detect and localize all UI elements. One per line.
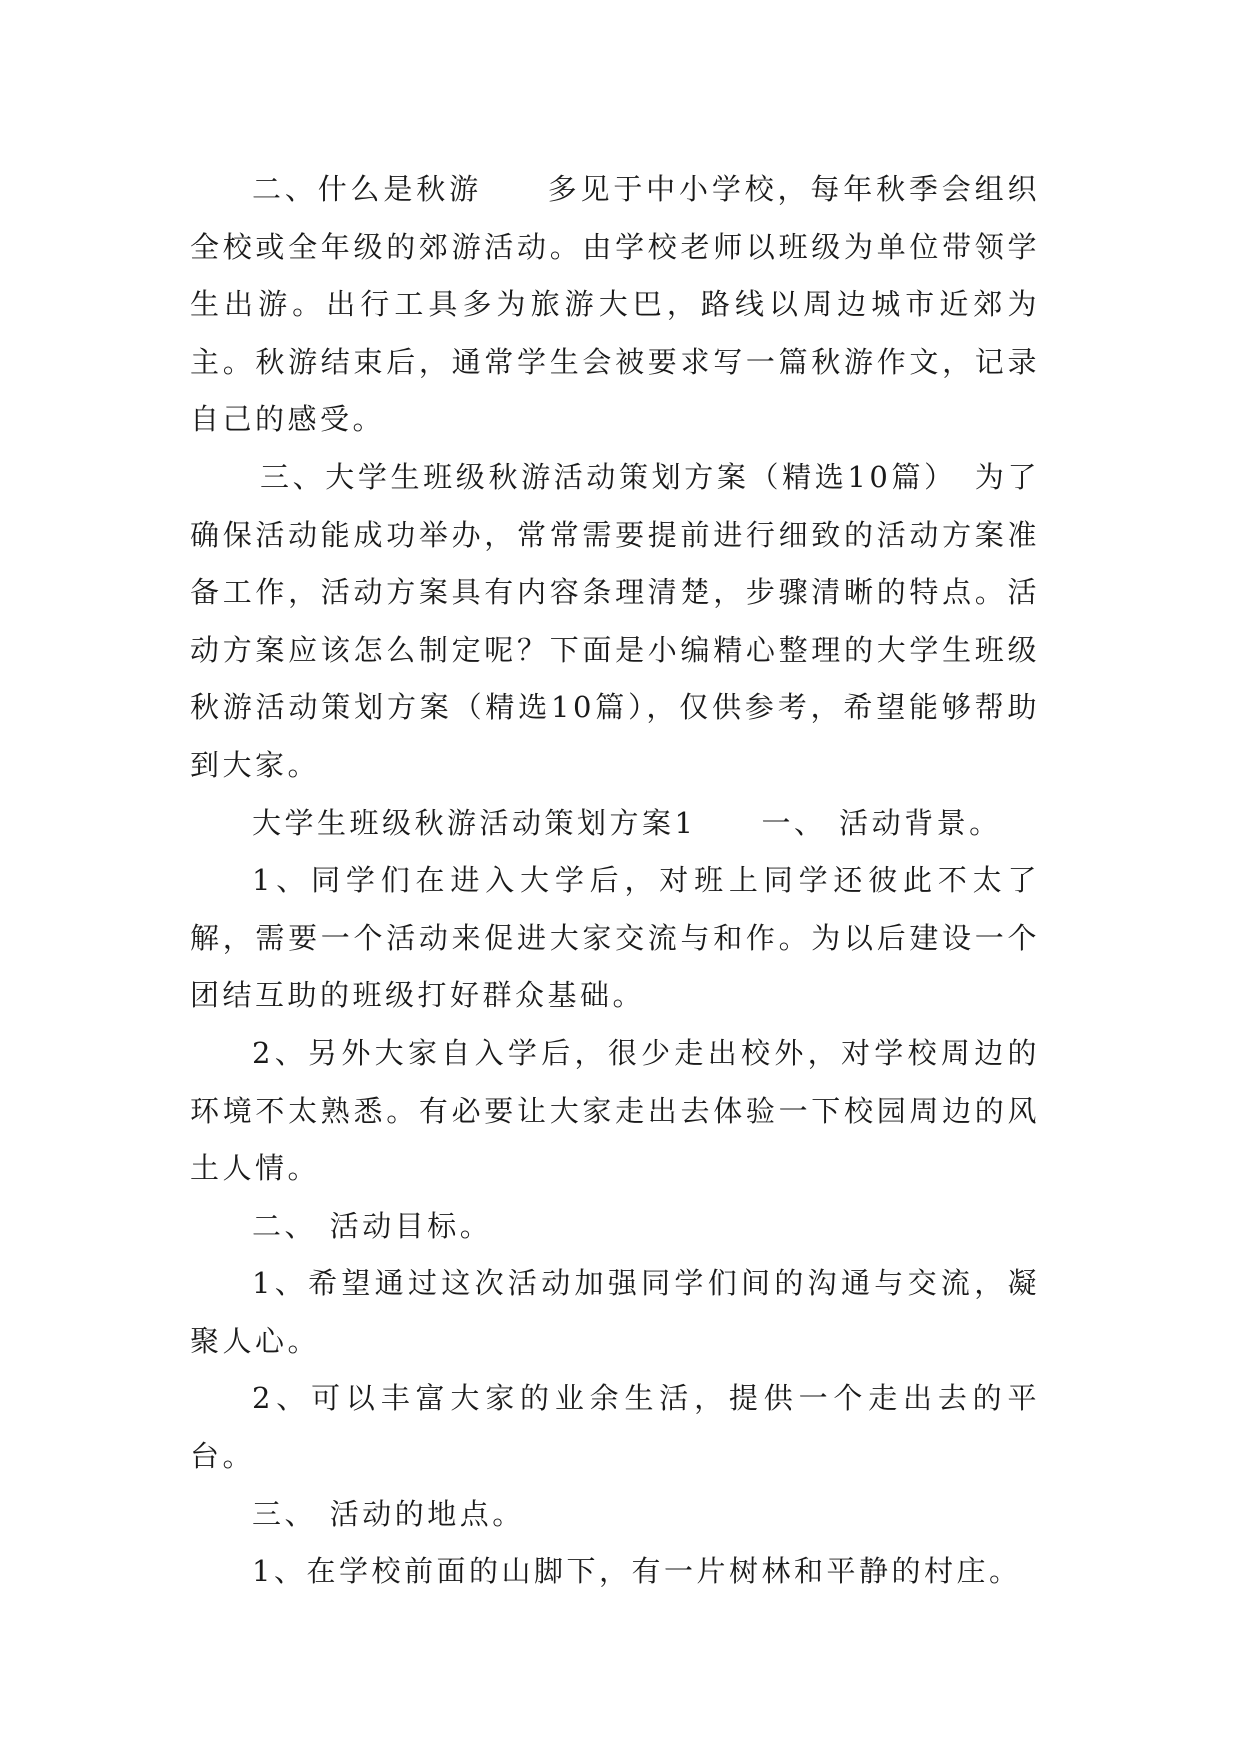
document-body [190, 161, 1040, 1601]
paragraph-location-1: 1、在学校前面的山脚下，有一片树林和平静的村庄。 [252, 1554, 1022, 1589]
paragraph-plan-1-heading: 大学生班级秋游活动策划方案1 一、 活动背景。 [252, 805, 1002, 840]
paragraph-goals-heading: 二、 活动目标。 [252, 1208, 493, 1243]
paragraph-location-heading: 三、 活动的地点。 [252, 1496, 525, 1531]
paragraph-goal-2: 2、可以丰富大家的业余生活，提供一个走出去的平台。 [190, 1381, 1040, 1474]
paragraph-goal-1: 1、希望通过这次活动加强同学们间的沟通与交流，凝聚人心。 [190, 1266, 1040, 1358]
paragraph-plan-intro: 三、大学生班级秋游活动策划方案（精选10篇） 为了确保活动能成功举办，常常需要提前进行细致的活动方案准备工作，活动方案具有内容条理清楚，步骤清晰的特点。活动方案应该怎么制定呢？下面是小编精心整理的大学生班级秋游活动策划方案（精选10篇），仅供参考，希望能够帮助到大家。 [190, 459, 1040, 782]
paragraph-background-2: 2、另外大家自入学后，很少走出校外，对学校周边的环境不太熟悉。有必要让大家走出去体验一下校园周边的风土人情。 [190, 1035, 1040, 1186]
paragraph-what-is-autumn-outing: 二、什么是秋游 多见于中小学校，每年秋季会组织全校或全年级的郊游活动。由学校老师以班级为单位带领学生出游。出行工具多为旅游大巴，路线以周边城市近郊为主。秋游结束后，通常学生会被要求写一篇秋游作文，记录自己的感受。 [190, 172, 1040, 437]
paragraph-background-1: 1、同学们在进入大学后，对班上同学还彼此不太了解，需要一个活动来促进大家交流与和作。为以后建设一个团结互助的班级打好群众基础。 [190, 863, 1040, 1013]
